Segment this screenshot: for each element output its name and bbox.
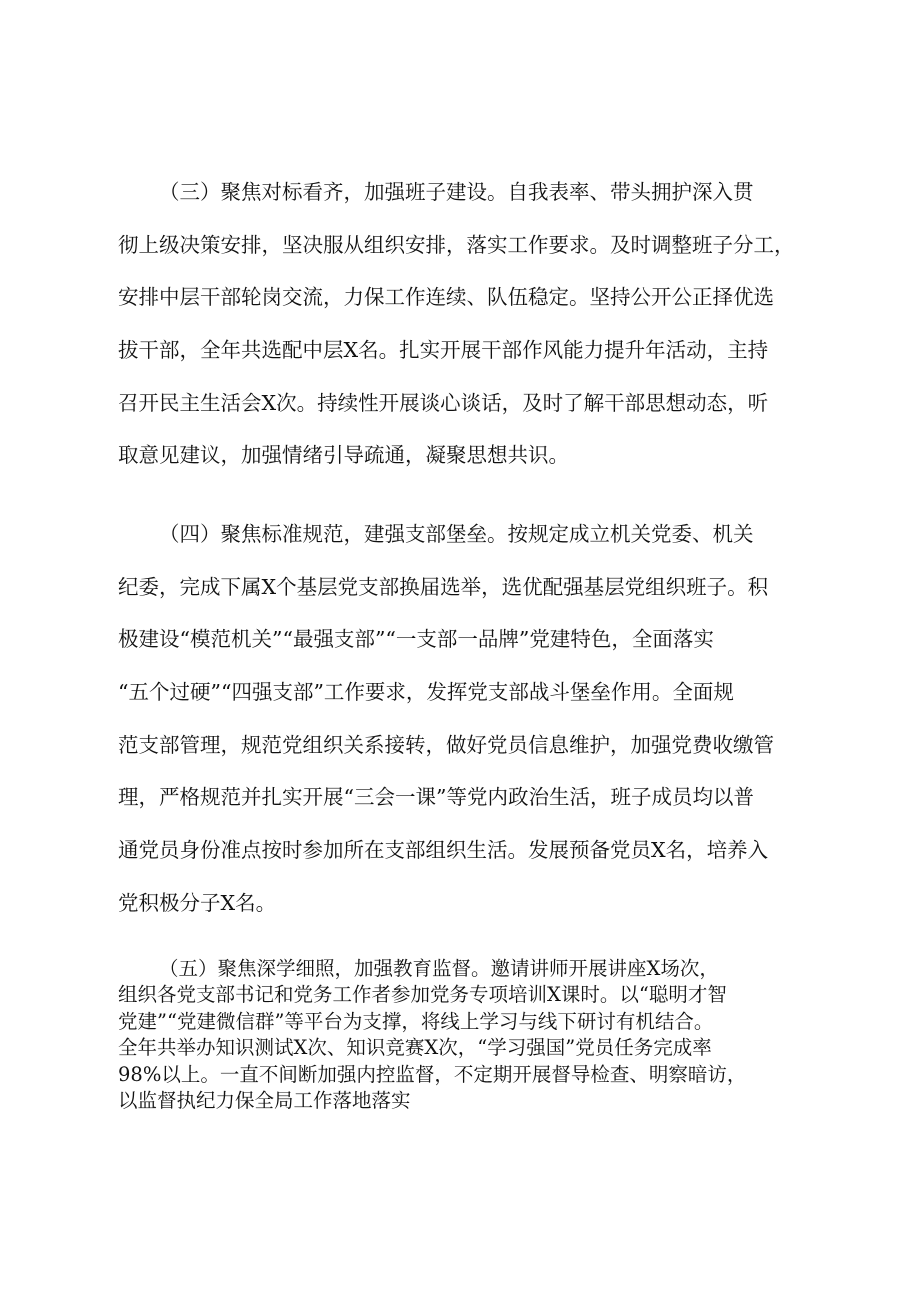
paragraph-line: 极建设“模范机关”“最强支部”“一支部一品牌”党建特色，全面落实 [118,627,714,652]
paragraph-line: 拔干部，全年共选配中层X名。扎实开展干部作风能力提升年活动，主持 [118,338,769,363]
paragraph-line: 彻上级决策安排，坚决服从组织安排，落实工作要求。及时调整班子分工， [118,232,795,257]
paragraph-line: 通党员身份准点按时参加所在支部组织生活。发展预备党员X名，培养入 [118,838,769,863]
paragraph-line: 党建”“党建微信群”等平台为支撑，将线上学习与线下研讨有机结合。 [118,1009,714,1033]
paragraph-line: 98%以上。一直不间断加强内控监督，不定期开展督导检查、明察暗访， [118,1062,747,1086]
paragraph-line: 纪委，完成下属X个基层党支部换届选举，选优配强基层党组织班子。积 [118,574,769,599]
paragraph-line: （三）聚焦对标看齐，加强班子建设。自我表率、带头拥护深入贯 [159,180,754,204]
paragraph-line: 安排中层干部轮岗交流，力保工作连续、队伍稳定。坚持公开公正择优选 [118,285,774,310]
paragraph-line: （五）聚焦深学细照，加强教育监督。邀请讲师开展讲座X场次， [159,957,719,980]
paragraph-section-3 [118,166,808,482]
paragraph-line: 以监督执纪力保全局工作落地落实 [118,1088,411,1112]
paragraph-line: （四）聚焦标准规范，建强支部堡垒。按规定成立机关党委、机关 [159,522,754,546]
paragraph-line: 党积极分子X名。 [118,890,277,915]
paragraph-line: 组织各党支部书记和党务工作者参加党务专项培训X课时。以“聪明才智 [118,983,727,1007]
paragraph-line: 理，严格规范并扎实开展“三会一课”等党内政治生活，班子成员均以普 [118,785,754,810]
paragraph-line: “五个过硬”“四强支部”工作要求，发挥党支部战斗堡垒作用。全面规 [118,680,734,705]
paragraph-section-4 [118,508,808,930]
paragraph-line: 召开民主生活会X次。持续性开展谈心谈话，及时了解干部思想动态，听 [118,390,769,415]
paragraph-line: 取意见建议，加强情绪引导疏通，凝聚思想共识。 [118,443,569,468]
paragraph-section-5 [118,956,808,1114]
paragraph-line: 全年共举办知识测试X次、知识竞赛X次，“学习强国”党员任务完成率 [118,1036,712,1060]
paragraph-line: 范支部管理，规范党组织关系接转，做好党员信息维护，加强党费收缴管 [118,732,774,757]
